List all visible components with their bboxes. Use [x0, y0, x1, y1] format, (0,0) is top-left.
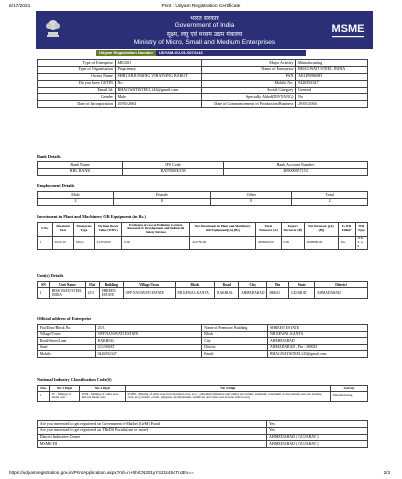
footer-url: https://udyamregistration.gov.in/PrintApplication.aspx?rId=n+6hiCN301yY3J3c45cTnJEv== [9, 470, 194, 475]
unit-cell: OPP NANAVATI ESTATE [123, 288, 175, 298]
address-value: OPP NANAVATI ESTATE [95, 331, 202, 338]
official-address-title: Official address of Enterprise [37, 316, 92, 321]
employment-header: Male [38, 192, 114, 199]
unit-header: Pin [267, 282, 289, 288]
nic-header: Nic 2 Digit [49, 386, 79, 392]
info-row [38, 60, 368, 67]
male-count: 2 [38, 198, 114, 205]
info-label: Email Id: [38, 87, 116, 94]
info-label: Name of Enterprise [201, 66, 296, 73]
nic-cell: 1 [38, 391, 50, 401]
investment-cell: 1 [38, 236, 53, 250]
unit-cell-row [38, 288, 368, 298]
address-value: GUJARAT [95, 344, 202, 351]
investment-header: Net Turnover [(A)-(B)] [304, 223, 338, 237]
nic-header: Activity [331, 386, 368, 392]
info-value: Male [115, 94, 201, 101]
address-value: RAKHIAL [95, 338, 202, 345]
bank-table [37, 161, 368, 176]
preference-value: AHMEDABAD ( GUJARAT ) [267, 441, 368, 448]
msme-logo-icon [328, 17, 368, 43]
address-value: AHMEDABAD [268, 338, 368, 345]
nic-header: Nic 5 Digit [125, 386, 330, 392]
preference-value: Yes [267, 427, 368, 434]
info-value: No [296, 94, 368, 101]
ministry-banner [36, 11, 373, 49]
investment-table [37, 222, 368, 250]
unit-cell: 25/3 [85, 288, 99, 298]
unit-cell: 380023 [267, 288, 289, 298]
unit-header: SN [38, 282, 50, 288]
info-value: General [296, 87, 368, 94]
nic-cell-row [38, 391, 368, 401]
unit-cell: 1 [38, 288, 50, 298]
info-label: Gender [38, 94, 116, 101]
urn-value: UDYAM-GJ-01-0074143 [156, 50, 306, 56]
investment-cell: 2066069.00 [304, 236, 338, 250]
urn-label: Udyam Registration Number [96, 50, 156, 56]
address-label: Mobile [38, 351, 96, 358]
investment-header-row [38, 223, 368, 237]
investment-header: S.No. [38, 223, 53, 237]
investment-header: Is ITR Filled? [338, 223, 355, 237]
investment-cell: Yes [338, 236, 355, 250]
investment-cell: 414750.00 [190, 236, 256, 250]
info-row [38, 80, 368, 87]
total-count: 2 [292, 198, 368, 205]
bank-name: RBL BANK [38, 168, 123, 175]
nic-header: SNo. [38, 386, 50, 392]
info-value: No [115, 80, 201, 87]
hindi-government: भारत सरकार [190, 15, 219, 22]
unit-cell: NR KEWAL KANTA [175, 288, 215, 298]
investment-cell: ITR-3, 4, 6 [355, 236, 367, 250]
investment-header: ITR Type [355, 223, 367, 237]
investment-header: Export Turnover (B) [281, 223, 304, 237]
investment-cell: 2066069.00 [256, 236, 281, 250]
unit-header: Flat [85, 282, 99, 288]
info-label: Date of Commencement of Production/Business [201, 101, 296, 108]
address-label: State [38, 344, 96, 351]
unit-cell: GUJARAT [289, 288, 315, 298]
nic-cell: 0729 - Mining of other non-ferrous metal ores [79, 391, 125, 401]
info-label: Type of Enterprise [38, 60, 116, 67]
address-label: Block [202, 331, 268, 338]
nic-table [37, 385, 368, 402]
bank-header: Bank Account Number [223, 162, 367, 169]
investment-cell: 414750.00 [94, 236, 122, 250]
unit-header: Block [175, 282, 215, 288]
investment-header: Written Down Value (WDV) [94, 223, 122, 237]
msme-logo-text: MSME [331, 23, 365, 35]
address-value: NR KEWAL KANTA [268, 331, 368, 338]
address-label: District [202, 344, 268, 351]
employment-section-title: Employment Details [37, 183, 75, 188]
nic-cell: 07 - Mining of metal ores [49, 391, 79, 401]
investment-cell: 0.00 [281, 236, 304, 250]
unit-cell: SHREEN ESTATE [99, 288, 123, 298]
preference-row [38, 427, 368, 434]
info-row [38, 94, 368, 101]
info-label: Type of Organisation [38, 66, 116, 73]
address-label: Road/Street/Lane [38, 338, 96, 345]
info-row [38, 87, 368, 94]
address-value: AHMADABAD , Pin : 380023 [268, 344, 368, 351]
unit-header: State [289, 282, 315, 288]
unit-header: City [239, 282, 267, 288]
account-number: 409000857153 [223, 168, 367, 175]
hindi-ministry: सूक्ष्म, लघु एवं मध्यम उद्यम मंत्रालय [166, 31, 243, 38]
english-ministry: Ministry of Micro, Small and Medium Enterprises [133, 38, 276, 46]
preference-value: AHMEDABAD ( GUJARAT ) [267, 434, 368, 441]
preference-label: Are you interested to get registered on Government e-Market (GeM) Portal [38, 421, 267, 428]
preference-label: District Industries Centre [38, 434, 267, 441]
female-count: 0 [113, 198, 210, 205]
investment-header: Enterprise Type [74, 223, 95, 237]
nic-section-title: National Industry Classification Code(S) [37, 377, 112, 382]
preference-row [38, 421, 368, 428]
address-label: Flat/Door/Block No. [38, 325, 96, 332]
info-label: Specially Abled(DIVYANG) [201, 94, 296, 101]
info-value: 29/05/2004 [115, 101, 201, 108]
investment-cell: 2019-20 [52, 236, 73, 250]
info-row [38, 101, 368, 108]
info-value: AELPB9069D [296, 73, 368, 80]
info-row [38, 73, 368, 80]
unit-cell: RAKHIAL [215, 288, 239, 298]
address-value: BHAGWATISTEEL143@gmail.com [268, 351, 368, 358]
investment-section-title: Investment in Plant and Machinery OR Equipment (in Rs.) [37, 214, 146, 219]
employment-table [37, 191, 368, 206]
unit-header: Building [99, 282, 123, 288]
address-value: 9426592347 [95, 351, 202, 358]
preference-label: Are you interested to get registered on TReDS Portals(one or more) [38, 427, 267, 434]
enterprise-info-table [37, 59, 368, 108]
page-number: 2/3 [383, 470, 390, 475]
bank-header: Bank Name [38, 162, 123, 169]
ifs-code: RATN0000158 [123, 168, 224, 175]
nic-cell: Manufacturing [331, 391, 368, 401]
address-label: Email: [202, 351, 268, 358]
investment-header: Exclusion of cost of Pollution Control, Research & Development and Industrial Safety Devices [122, 223, 190, 237]
address-value: 25/3 [95, 325, 202, 332]
unit-header: Unit Name [49, 282, 85, 288]
info-value: BHAGWATI STEEL INDIA [296, 66, 368, 73]
unit-header: Village/Town [123, 282, 175, 288]
info-value: BHAGWATISTEEL143@gmail.com [115, 87, 201, 94]
info-label: Date of Incorporation [38, 101, 116, 108]
print-title: Print : Udyam Registration Certificate [161, 4, 241, 9]
address-label: City [202, 338, 268, 345]
unit-header: Road [215, 282, 239, 288]
print-footer [0, 466, 402, 478]
preference-label: MSME-DI [38, 441, 267, 448]
info-row [38, 66, 368, 73]
nic-cell: 07299 - Mining of other non-ferrous metal ores, n.e.c. [titanium (ilmenite and rutile) zirconium, tantalum, vanadium or niocobium ores; tin bearing ores; etc], nickel, cobalt, tungsten, molybdenum, antimony and other non-ferrous metal ores] [125, 391, 330, 401]
unit-cell: AHMEDABAD [239, 288, 267, 298]
info-label: Owner Name [38, 73, 116, 80]
info-value: SHRI ARJUNSING VIRATSING BAROT [115, 73, 201, 80]
address-label: Village/Town [38, 331, 96, 338]
official-address-table [37, 324, 368, 358]
unit-header: District [315, 282, 368, 288]
info-label: Do you have GSTIN [38, 80, 116, 87]
preference-row [38, 441, 368, 448]
units-table [37, 281, 368, 299]
nic-header: Nic 4 Digit [79, 386, 125, 392]
preference-value: Yes [267, 421, 368, 428]
other-count: 0 [211, 198, 292, 205]
info-value: MICRO [115, 60, 201, 67]
info-label: Social Category [201, 87, 296, 94]
preference-row [38, 434, 368, 441]
english-government: Government of India [174, 21, 235, 29]
investment-header: Total Turnover (A) [256, 223, 281, 237]
employment-header: Other [211, 192, 292, 199]
investment-cell: 0.00 [122, 236, 190, 250]
employment-header: Female [113, 192, 210, 199]
print-date: 6/17/2021 [9, 4, 31, 9]
address-row [38, 351, 368, 358]
unit-cell: BHAGWATI STEEL INDIA [49, 288, 85, 298]
info-label: PAN [201, 73, 296, 80]
bank-header: IFS Code [123, 162, 224, 169]
info-value: Manufacturing [296, 60, 368, 67]
info-label: Mobile No. [201, 80, 296, 87]
info-value: 29/05/2004 [296, 101, 368, 108]
address-value: SHREEN ESTATE [268, 325, 368, 332]
info-value: Proprietary [115, 66, 201, 73]
investment-header: Net Investment in Plant and Machinery OR Equipment[(A)-(B)] [190, 223, 256, 237]
info-value: 9426592347 [296, 80, 368, 87]
investment-header: Financial Year [52, 223, 73, 237]
registration-preferences-table [37, 420, 368, 448]
investment-cell: Micro [74, 236, 95, 250]
bank-section-title: Bank Details [37, 154, 61, 159]
investment-cell-row [38, 236, 368, 250]
info-label: Major Activity [201, 60, 296, 67]
employment-header: Total [292, 192, 368, 199]
units-section-title: Unit(s) Details [37, 273, 64, 278]
address-label: Name of Premises/ Building [202, 325, 268, 332]
udyam-registration-number [96, 50, 306, 56]
unit-cell: AHMADABAD [315, 288, 368, 298]
